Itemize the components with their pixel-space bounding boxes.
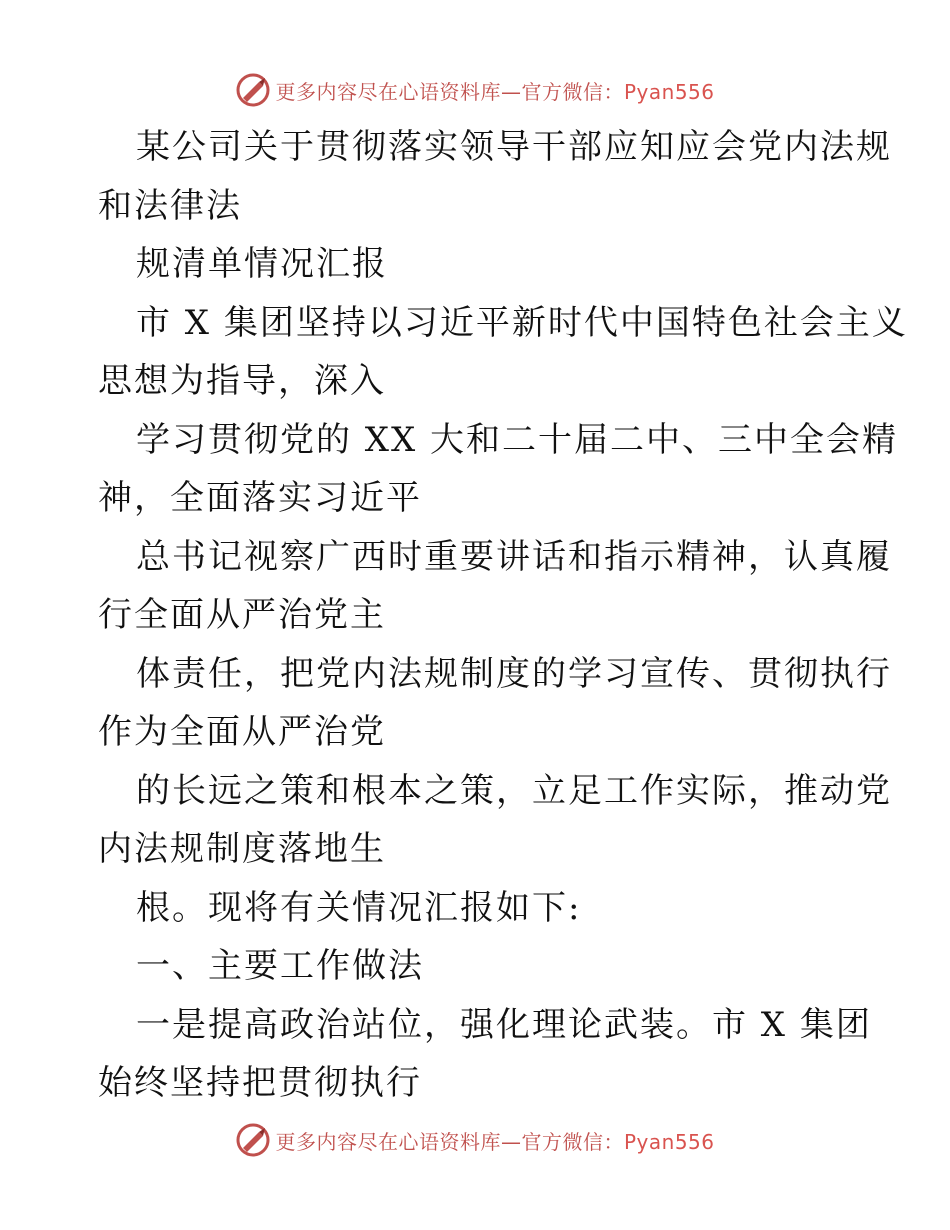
- text-line: 内法规制度落地生: [98, 829, 386, 869]
- quill-pen-logo-icon: [235, 72, 271, 108]
- text-line: 体责任，把党内法规制度的学习宣传、贯彻执行: [136, 653, 892, 694]
- banner-wechat-id: Pyan556: [623, 1129, 715, 1154]
- text-line: 根。现将有关情况汇报如下:: [136, 887, 582, 928]
- banner-wechat-id: Pyan556: [623, 79, 715, 104]
- banner-label: 更多内容尽在心语资料库—官方微信：: [275, 79, 624, 104]
- text-line: 一是提高政治站位，强化理论武装。市 X 集团: [136, 1004, 872, 1045]
- text-line: 思想为指导，深入: [98, 361, 386, 401]
- text-line: 某公司关于贯彻落实领导干部应知应会党内法规: [136, 127, 892, 167]
- text-line: 市 X 集团坚持以习近平新时代中国特色社会主义: [136, 302, 908, 343]
- text-line: 神，全面落实习近平: [98, 478, 422, 518]
- header-banner: [0, 70, 950, 110]
- quill-pen-logo-icon: [235, 1122, 271, 1158]
- footer-banner: [0, 1120, 950, 1160]
- text-line: 行全面从严治党主: [98, 595, 386, 635]
- banner-text: [275, 1126, 714, 1155]
- banner-label: 更多内容尽在心语资料库—官方微信：: [275, 1129, 624, 1154]
- text-line: 学习贯彻党的 XX 大和二十届二中、三中全会精: [136, 419, 899, 460]
- banner-text: [275, 76, 714, 105]
- text-line: 的长远之策和根本之策，立足工作实际，推动党: [136, 770, 892, 811]
- text-line: 和法律法: [98, 185, 242, 226]
- text-line: 一、主要工作做法: [136, 946, 424, 986]
- text-line: 总书记视察广西时重要讲话和指示精神，认真履: [136, 536, 892, 577]
- document-body: [98, 118, 908, 1113]
- text-line: 作为全面从严治党: [98, 712, 386, 752]
- text-line: 始终坚持把贯彻执行: [98, 1063, 422, 1103]
- text-line: 规清单情况汇报: [136, 244, 388, 284]
